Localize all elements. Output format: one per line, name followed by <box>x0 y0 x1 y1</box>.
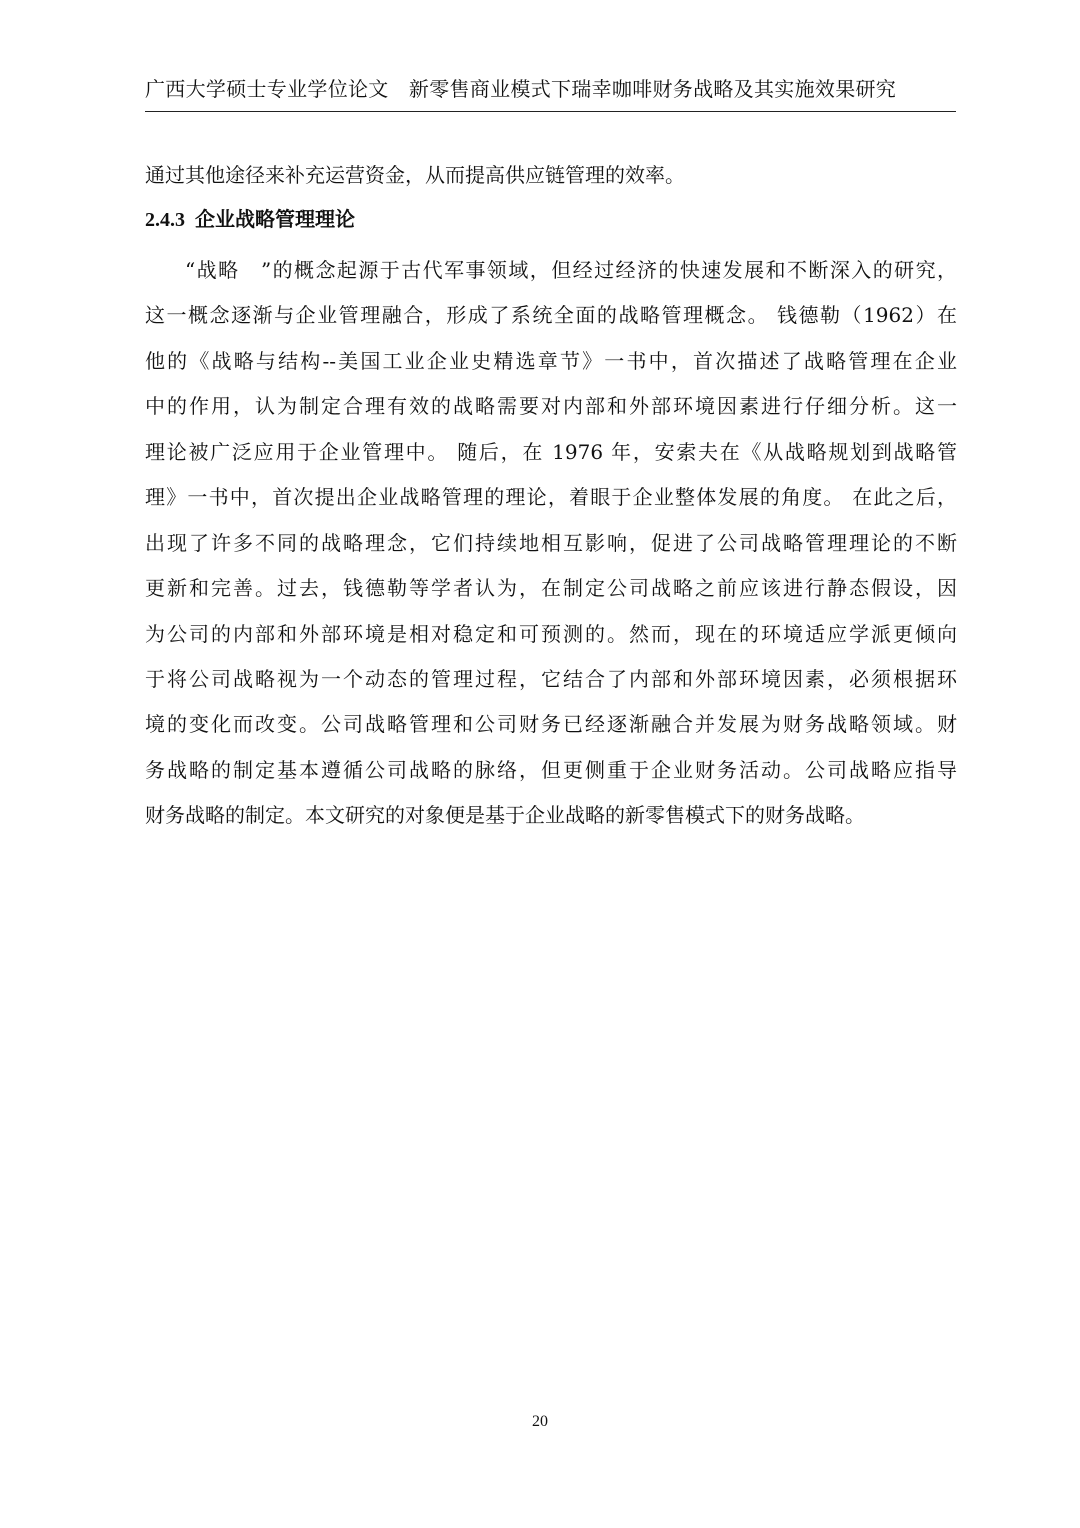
paragraph-line: 出现了许多不同的战略理念，它们持续地相互影响，促进了公司战略管理理论的不断 <box>145 530 957 555</box>
paragraph-line: 理》一书中，首次提出企业战略管理的理论，着眼于企业整体发展的角度。 在此之后， <box>145 485 957 510</box>
continuation-line: 通过其他途径来补充运营资金，从而提高供应链管理的效率。 <box>145 163 685 187</box>
paragraph-line: 务战略的制定基本遵循公司战略的脉络，但更侧重于企业财务活动。公司战略应指导 <box>145 757 957 782</box>
header-rule <box>145 111 956 112</box>
paragraph-line: 境的变化而改变。公司战略管理和公司财务已经逐渐融合并发展为财务战略领域。财 <box>145 712 957 737</box>
paragraph-line: 财务战略的制定。本文研究的对象便是基于企业战略的新零售模式下的财务战略。 <box>145 803 865 828</box>
paragraph-line: “战略 ”的概念起源于古代军事领域，但经过经济的快速发展和不断深入的研究， <box>185 258 957 282</box>
paragraph-line: 为公司的内部和外部环境是相对稳定和可预测的。然而，现在的环境适应学派更倾向 <box>145 621 957 646</box>
paragraph-line: 中的作用，认为制定合理有效的战略需要对内部和外部环境因素进行仔细分析。这一 <box>145 394 957 419</box>
section-number: 2.4.3 <box>145 209 185 231</box>
paragraph-line: 理论被广泛应用于企业管理中。 随后，在 1976 年，安索夫在《从战略规划到战略管 <box>145 439 957 464</box>
section-title: 企业战略管理理论 <box>195 207 355 231</box>
paragraph-line: 这一概念逐渐与企业管理融合，形成了系统全面的战略管理概念。 钱德勒（1962）在 <box>145 303 957 328</box>
body-paragraph <box>145 248 957 839</box>
running-header: 广西大学硕士专业学位论文 新零售商业模式下瑞幸咖啡财务战略及其实施效果研究 <box>145 77 897 101</box>
paragraph-line: 更新和完善。过去，钱德勒等学者认为，在制定公司战略之前应该进行静态假设，因 <box>145 576 957 601</box>
paragraph-line: 他的《战略与结构--美国工业企业史精选章节》一书中，首次描述了战略管理在企业 <box>145 348 957 373</box>
page-number: 20 <box>532 1413 548 1430</box>
section-heading <box>145 201 355 238</box>
paragraph-line: 于将公司战略视为一个动态的管理过程，它结合了内部和外部环境因素，必须根据环 <box>145 666 957 691</box>
